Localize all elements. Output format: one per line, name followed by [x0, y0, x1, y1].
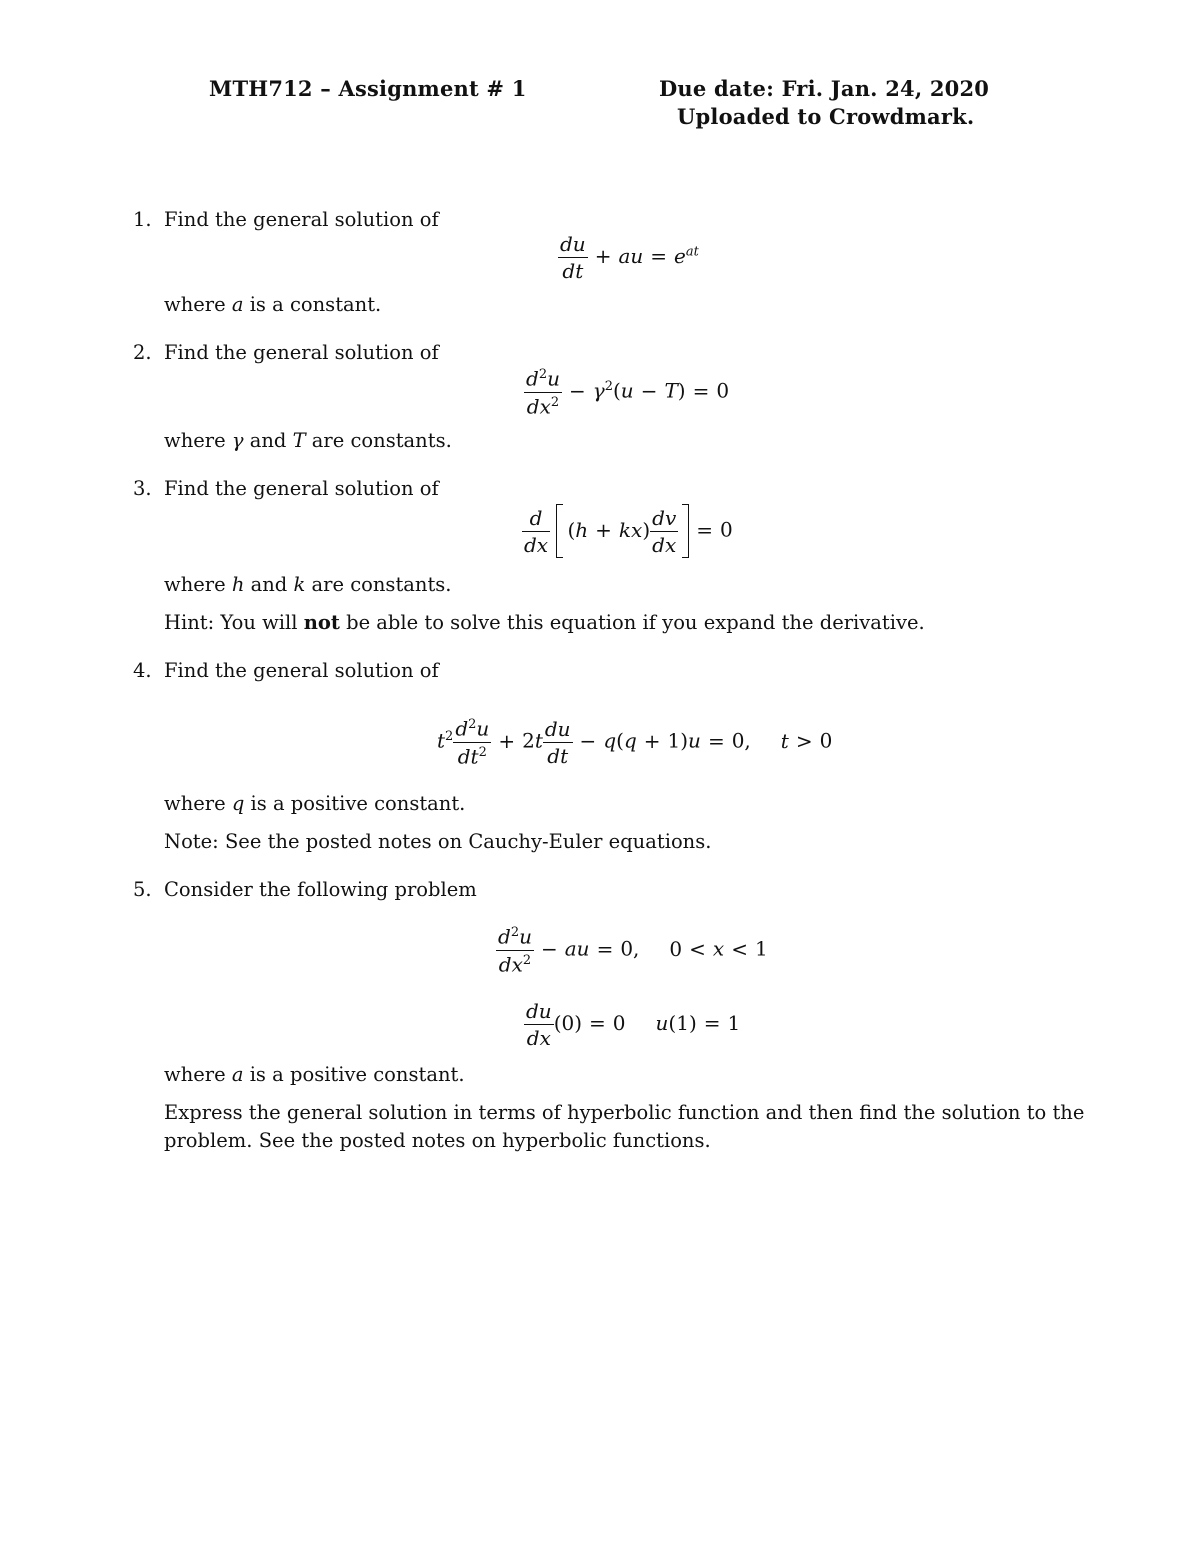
- problem-3-where: where h and k are constants.: [164, 573, 452, 596]
- problem-2-where: where γ and T are constants.: [164, 429, 452, 452]
- problem-3-prompt: Find the general solution of: [164, 477, 439, 500]
- problem-5-prompt: Consider the following problem: [164, 878, 477, 901]
- problem-2-equation: $\frac{d^2u}{dx^2}$ − $\gamma^2(u - T) = 0$: [526, 366, 730, 419]
- due-date: Due date: Fri. Jan. 24, 2020: [659, 76, 990, 101]
- problem-5-boundary-conditions: $\frac{du}{dx}$ (0) = 0 u(1) = 1: [526, 999, 741, 1050]
- problem-3-number: 3.: [133, 477, 152, 500]
- assignment-title: MTH712 – Assignment # 1: [209, 76, 527, 101]
- problem-4-where: where q is a positive constant.: [164, 792, 466, 815]
- problem-4-equation: $t^2$ $\frac{d^2u}{dt^2}$ + 2t $\frac{du}{dt}$ − q(q + 1)u = 0, t > 0: [437, 716, 833, 769]
- problem-1-equation: $\frac{du}{dt}$ + au = $e^{at}$: [560, 232, 699, 283]
- problem-3-hint: Hint: You will not be able to solve this equation if you expand the derivative.: [164, 611, 925, 634]
- upload-note: Uploaded to Crowdmark.: [677, 104, 975, 129]
- problem-1-number: 1.: [133, 208, 152, 231]
- problem-1-where: where a is a constant.: [164, 293, 382, 316]
- problem-2-prompt: Find the general solution of: [164, 341, 439, 364]
- problem-5-instruction-line-2: problem. See the posted notes on hyperbolic functions.: [164, 1129, 711, 1152]
- problem-1-prompt: Find the general solution of: [164, 208, 439, 231]
- problem-4-number: 4.: [133, 659, 152, 682]
- problem-2-number: 2.: [133, 341, 152, 364]
- problem-4-note: Note: See the posted notes on Cauchy-Euler equations.: [164, 830, 712, 853]
- problem-5-number: 5.: [133, 878, 152, 901]
- problem-5-equation: $\frac{d^2u}{dx^2}$ − au = 0, 0 < x < 1: [498, 924, 768, 977]
- problem-5-instruction-line-1: Express the general solution in terms of hyperbolic function and then find the solution to the: [164, 1101, 1085, 1124]
- problem-3-equation: $\frac{d}{dx}$ (h + kx) $\frac{dv}{dx}$ = 0: [524, 505, 733, 557]
- problem-4-prompt: Find the general solution of: [164, 659, 439, 682]
- problem-5-where: where a is a positive constant.: [164, 1063, 465, 1086]
